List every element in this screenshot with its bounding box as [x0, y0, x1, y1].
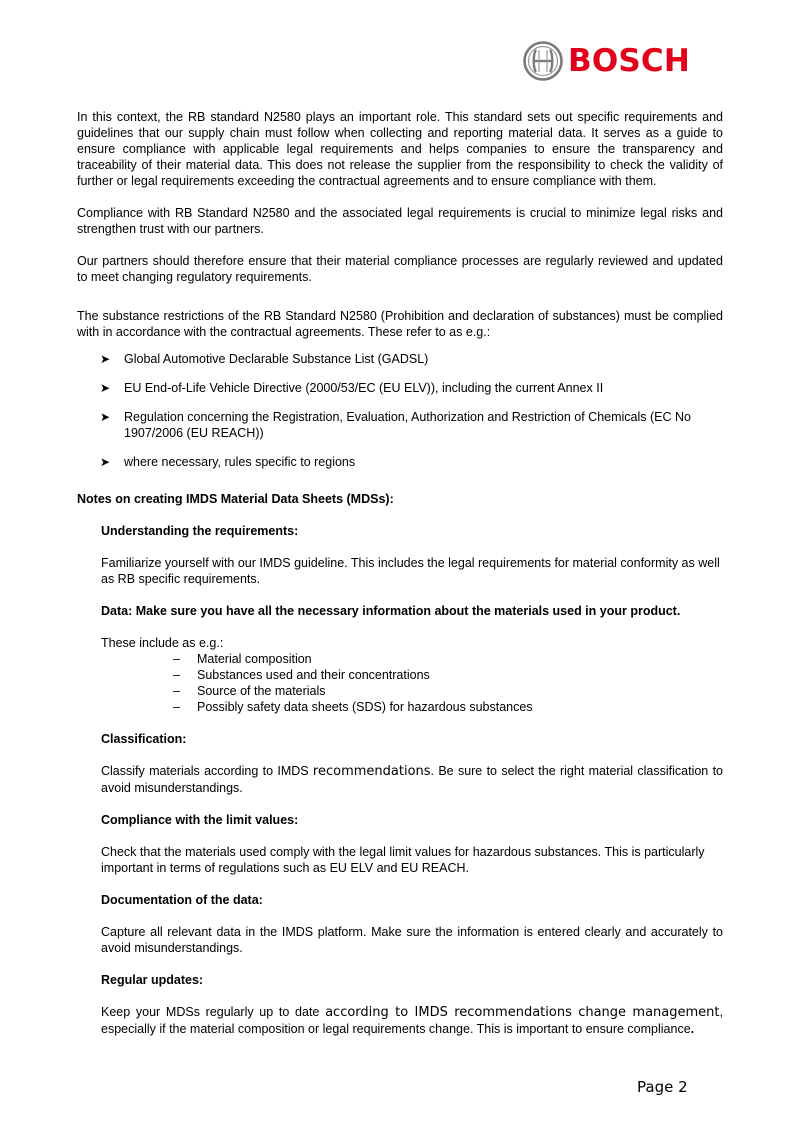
list-item: – Material composition: [173, 652, 312, 666]
list-item: ➤ where necessary, rules specific to regions: [100, 455, 356, 469]
classification-text: Classify materials according to IMDS recommendations. Be sure to select the right material classification to avoid misunderstandings.: [101, 764, 723, 795]
dash-bullet: –: [173, 700, 180, 714]
arrow-bullet-icon: ➤: [100, 455, 111, 469]
data-heading: Data: Make sure you have all the necessary information about the materials used in your product.: [101, 604, 681, 618]
documentation-text: Capture all relevant data in the IMDS platform. Make sure the information is entered clearly and accurately to avoid misunderstandings.: [101, 925, 723, 955]
document-body: [77, 109, 723, 1037]
data-list: [77, 651, 723, 715]
understanding-heading: Understanding the requirements:: [101, 524, 299, 538]
data-intro: These include as e.g.:: [101, 636, 224, 650]
list-item: ➤ EU End-of-Life Vehicle Directive (2000/53/EC (EU ELV)), including the current Annex II: [100, 381, 604, 395]
list-item: – Possibly safety data sheets (SDS) for hazardous substances: [173, 700, 533, 714]
notes-heading: Notes on creating IMDS Material Data Sheets (MDSs):: [77, 492, 394, 506]
brand-name: BOSCH: [568, 43, 691, 79]
bosch-armature-icon: [523, 41, 563, 81]
arrow-bullet-icon: ➤: [100, 352, 111, 366]
intro-paragraph-3: Our partners should therefore ensure that their material compliance processes are regularly reviewed and updated to meet changing regulatory requirements.: [77, 254, 723, 284]
updates-heading: Regular updates:: [101, 973, 204, 987]
arrow-bullet-icon: ➤: [100, 410, 111, 424]
documentation-heading: Documentation of the data:: [101, 893, 263, 907]
list-item: – Substances used and their concentrations: [173, 668, 430, 682]
limit-values-heading: Compliance with the limit values:: [101, 813, 299, 827]
substance-list: [77, 351, 723, 470]
limit-values-text: Check that the materials used comply with the legal limit values for hazardous substances. This is particularly important in terms of regulations such as EU ELV and EU REACH.: [101, 845, 705, 875]
dash-bullet: –: [173, 684, 180, 698]
list-item: ➤ Global Automotive Declarable Substance List (GADSL): [100, 352, 429, 366]
classification-heading: Classification:: [101, 732, 187, 746]
understanding-text: Familiarize yourself with our IMDS guideline. This includes the legal requirements for material conformity as well as RB specific requirements.: [101, 556, 720, 586]
list-item: ➤ Regulation concerning the Registration, Evaluation, Authorization and Restriction of Chemicals (EC No 1907/2006 (EU REACH)): [100, 410, 691, 440]
dash-bullet: –: [173, 668, 180, 682]
bosch-logo: [523, 40, 690, 82]
updates-text: Keep your MDSs regularly up to date according to IMDS recommendations change management, especially if the material composition or legal requirements change. This is important to ensure compliance.: [101, 1005, 723, 1036]
intro-paragraph-1: In this context, the RB standard N2580 plays an important role. This standard sets out specific requirements and guidelines that our supply chain must follow when collecting and reporting material data. It serves as a guide to ensure compliance with applicable legal requirements and helps companies to ensure the transparency and traceability of their material data. This does not release the supplier from the responsibility to check the validity of further or legal requirements exceeding the contractual agreements and to ensure compliance with them.: [77, 110, 723, 188]
dash-bullet: –: [173, 652, 180, 666]
page-number: Page 2: [637, 1078, 688, 1096]
intro-paragraph-2: Compliance with RB Standard N2580 and the associated legal requirements is crucial to minimize legal risks and strengthen trust with our partners.: [77, 206, 723, 236]
arrow-bullet-icon: ➤: [100, 381, 111, 395]
list-item: – Source of the materials: [173, 684, 326, 698]
intro-paragraph-4: The substance restrictions of the RB Standard N2580 (Prohibition and declaration of substances) must be complied with in accordance with the contractual agreements. These refer to as e.g.:: [77, 309, 723, 339]
